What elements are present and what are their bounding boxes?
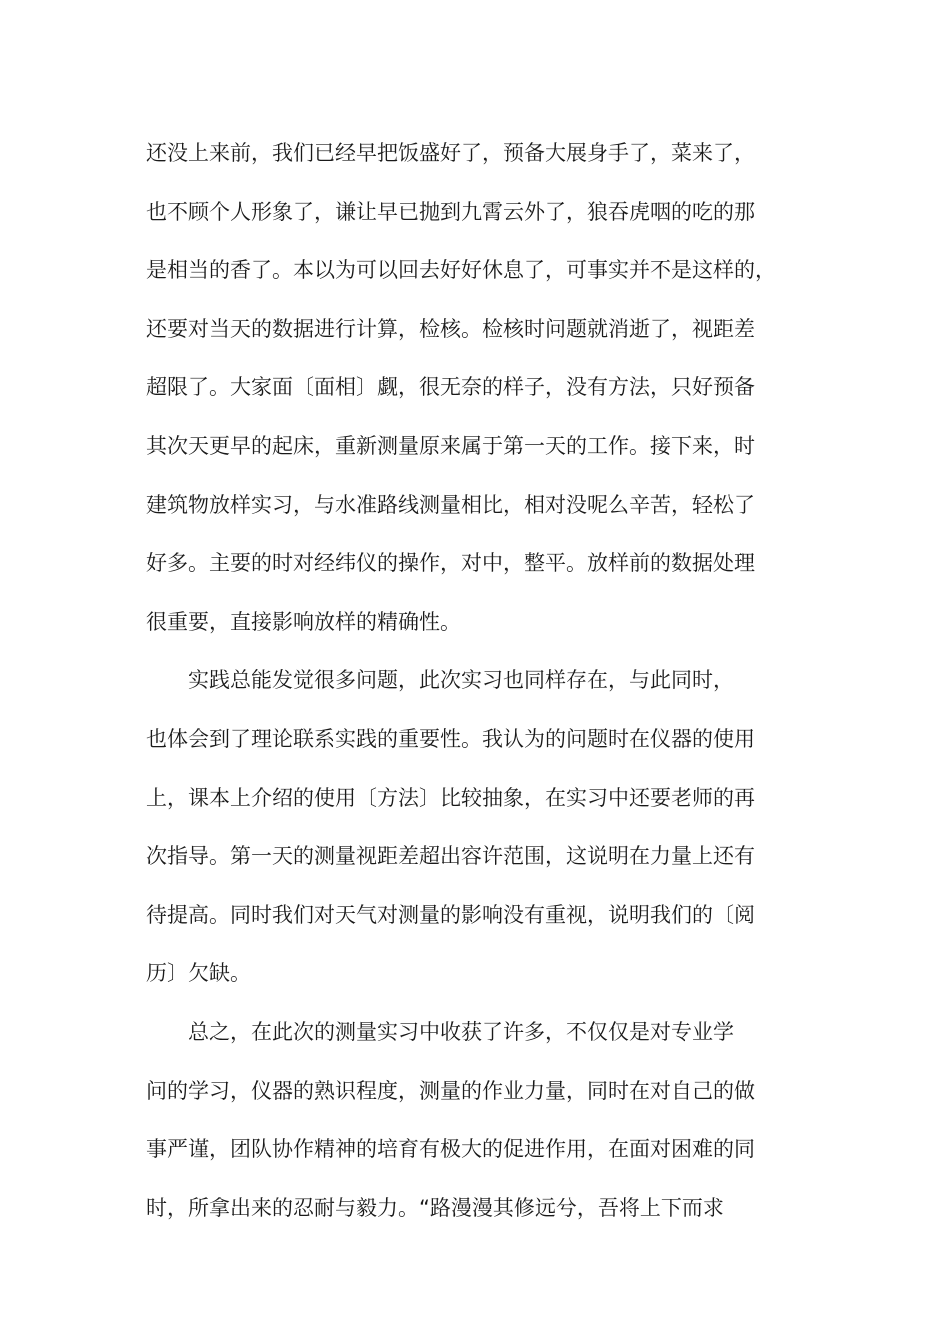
text-line: 还没上来前，我们已经早把饭盛好了，预备大展身手了，菜来了，: [146, 141, 755, 165]
text-line: 总之，在此次的测量实习中收获了许多，不仅仅是对专业学: [146, 1019, 734, 1044]
text-line: 超限了。大家面〔面相〕觑，很无奈的样子，没有方法，只好预备: [146, 375, 755, 400]
text-line: 是相当的香了。本以为可以回去好好休息了，可事实并不是这样的，: [146, 258, 776, 283]
text-line: 待提高。同时我们对天气对测量的影响没有重视，说明我们的〔阅: [146, 902, 755, 927]
text-line: 很重要，直接影响放样的精确性。: [146, 609, 461, 634]
text-line: 其次天更早的起床，重新测量原来属于第一天的工作。接下来，时: [146, 433, 755, 458]
text-line: 好多。主要的时对经纬仪的操作，对中，整平。放样前的数据处理: [146, 551, 755, 576]
text-line: 历〕欠缺。: [146, 961, 251, 986]
text-line: 还要对当天的数据进行计算，检核。检核时问题就消逝了，视距差: [146, 316, 755, 341]
text-line: 实践总能发觉很多问题，此次实习也同样存在，与此同时，: [146, 668, 734, 693]
text-line: 问的学习，仪器的熟识程度，测量的作业力量，同时在对自己的做: [146, 1078, 755, 1103]
body-text: [146, 132, 816, 1245]
text-line: 也体会到了理论联系实践的重要性。我认为的问题时在仪器的使用: [146, 726, 755, 751]
text-line: 建筑物放样实习，与水准路线测量相比，相对没呢么辛苦，轻松了: [146, 492, 755, 517]
text-line: 时，所拿出来的忍耐与毅力。“路漫漫其修远兮，吾将上下而求: [146, 1195, 724, 1220]
text-line: 事严谨，团队协作精神的培育有极大的促进作用，在面对困难的同: [146, 1137, 755, 1162]
text-line: 也不顾个人形象了，谦让早已抛到九霄云外了，狼吞虎咽的吃的那: [146, 199, 755, 224]
text-line: 次指导。第一天的测量视距差超出容许范围，这说明在力量上还有: [146, 844, 755, 869]
text-line: 上，课本上介绍的使用〔方法〕比较抽象，在实习中还要老师的再: [146, 785, 755, 810]
